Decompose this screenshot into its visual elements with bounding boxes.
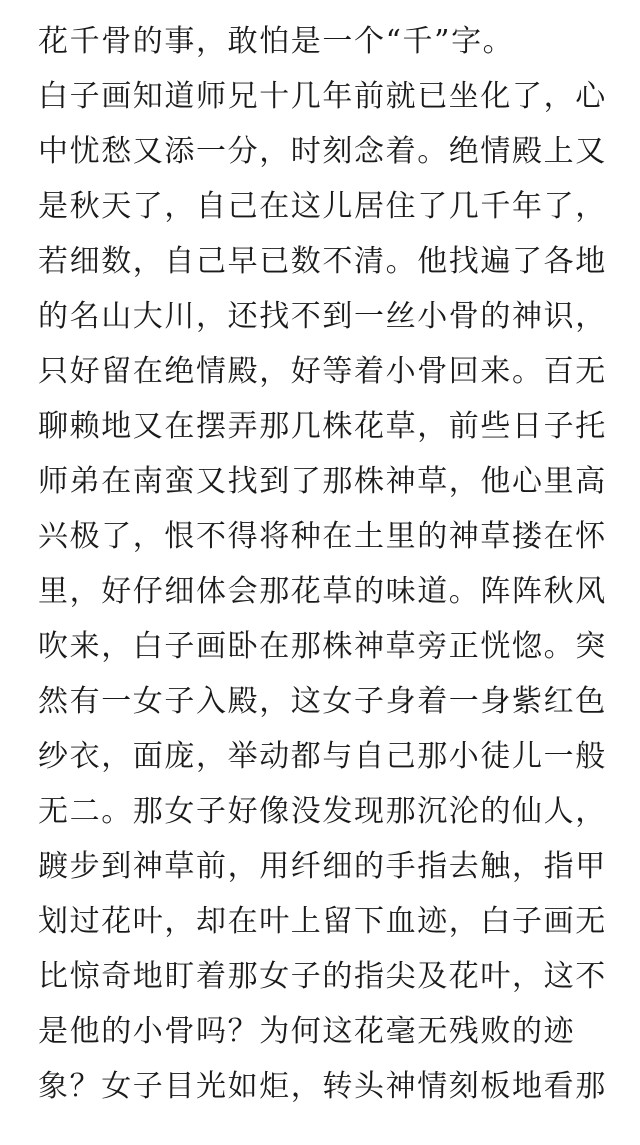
text-line: 踱步到神草前，用纤细的手指去触，指甲 bbox=[38, 849, 607, 884]
text-line: 比惊奇地盯着那女子的指尖及花叶，这不 bbox=[38, 959, 607, 994]
text-line: 然有一女子入殿，这女子身着一身紫红色 bbox=[38, 684, 607, 719]
text-line: 吹来，白子画卧在那株神草旁正恍惚。突 bbox=[38, 629, 607, 664]
text-line: 白子画知道师兄十几年前就已坐化了，心 bbox=[38, 79, 607, 114]
text-line: 是秋天了，自己在这儿居住了几千年了， bbox=[38, 189, 607, 224]
text-line: 纱衣，面庞，举动都与自己那小徒儿一般 bbox=[38, 739, 607, 774]
text-line: 划过花叶，却在叶上留下血迹，白子画无 bbox=[38, 904, 607, 939]
text-line: 若细数，自己早已数不清。他找遍了各地 bbox=[38, 244, 607, 279]
text-line: 花千骨的事，敢怕是一个“千”字。 bbox=[38, 24, 515, 59]
text-line: 兴极了，恨不得将种在土里的神草搂在怀 bbox=[38, 519, 607, 554]
text-line: 无二。那女子好像没发现那沉沦的仙人， bbox=[38, 794, 607, 829]
text-line: 里，好仔细体会那花草的味道。阵阵秋风 bbox=[38, 574, 607, 609]
text-line: 师弟在南蛮又找到了那株神草，他心里高 bbox=[38, 464, 607, 499]
text-line: 聊赖地又在摆弄那几株花草，前些日子托 bbox=[38, 409, 607, 444]
text-line: 只好留在绝情殿，好等着小骨回来。百无 bbox=[38, 354, 607, 389]
text-line: 是他的小骨吗？为何这花毫无残败的迹 bbox=[38, 1014, 576, 1049]
body-text bbox=[38, 14, 618, 1114]
text-line: 的名山大川，还找不到一丝小骨的神识， bbox=[38, 299, 607, 334]
text-line: 中忧愁又添一分，时刻念着。绝情殿上又 bbox=[38, 134, 607, 169]
text-line: 象？女子目光如炬，转头神情刻板地看那 bbox=[38, 1069, 607, 1104]
